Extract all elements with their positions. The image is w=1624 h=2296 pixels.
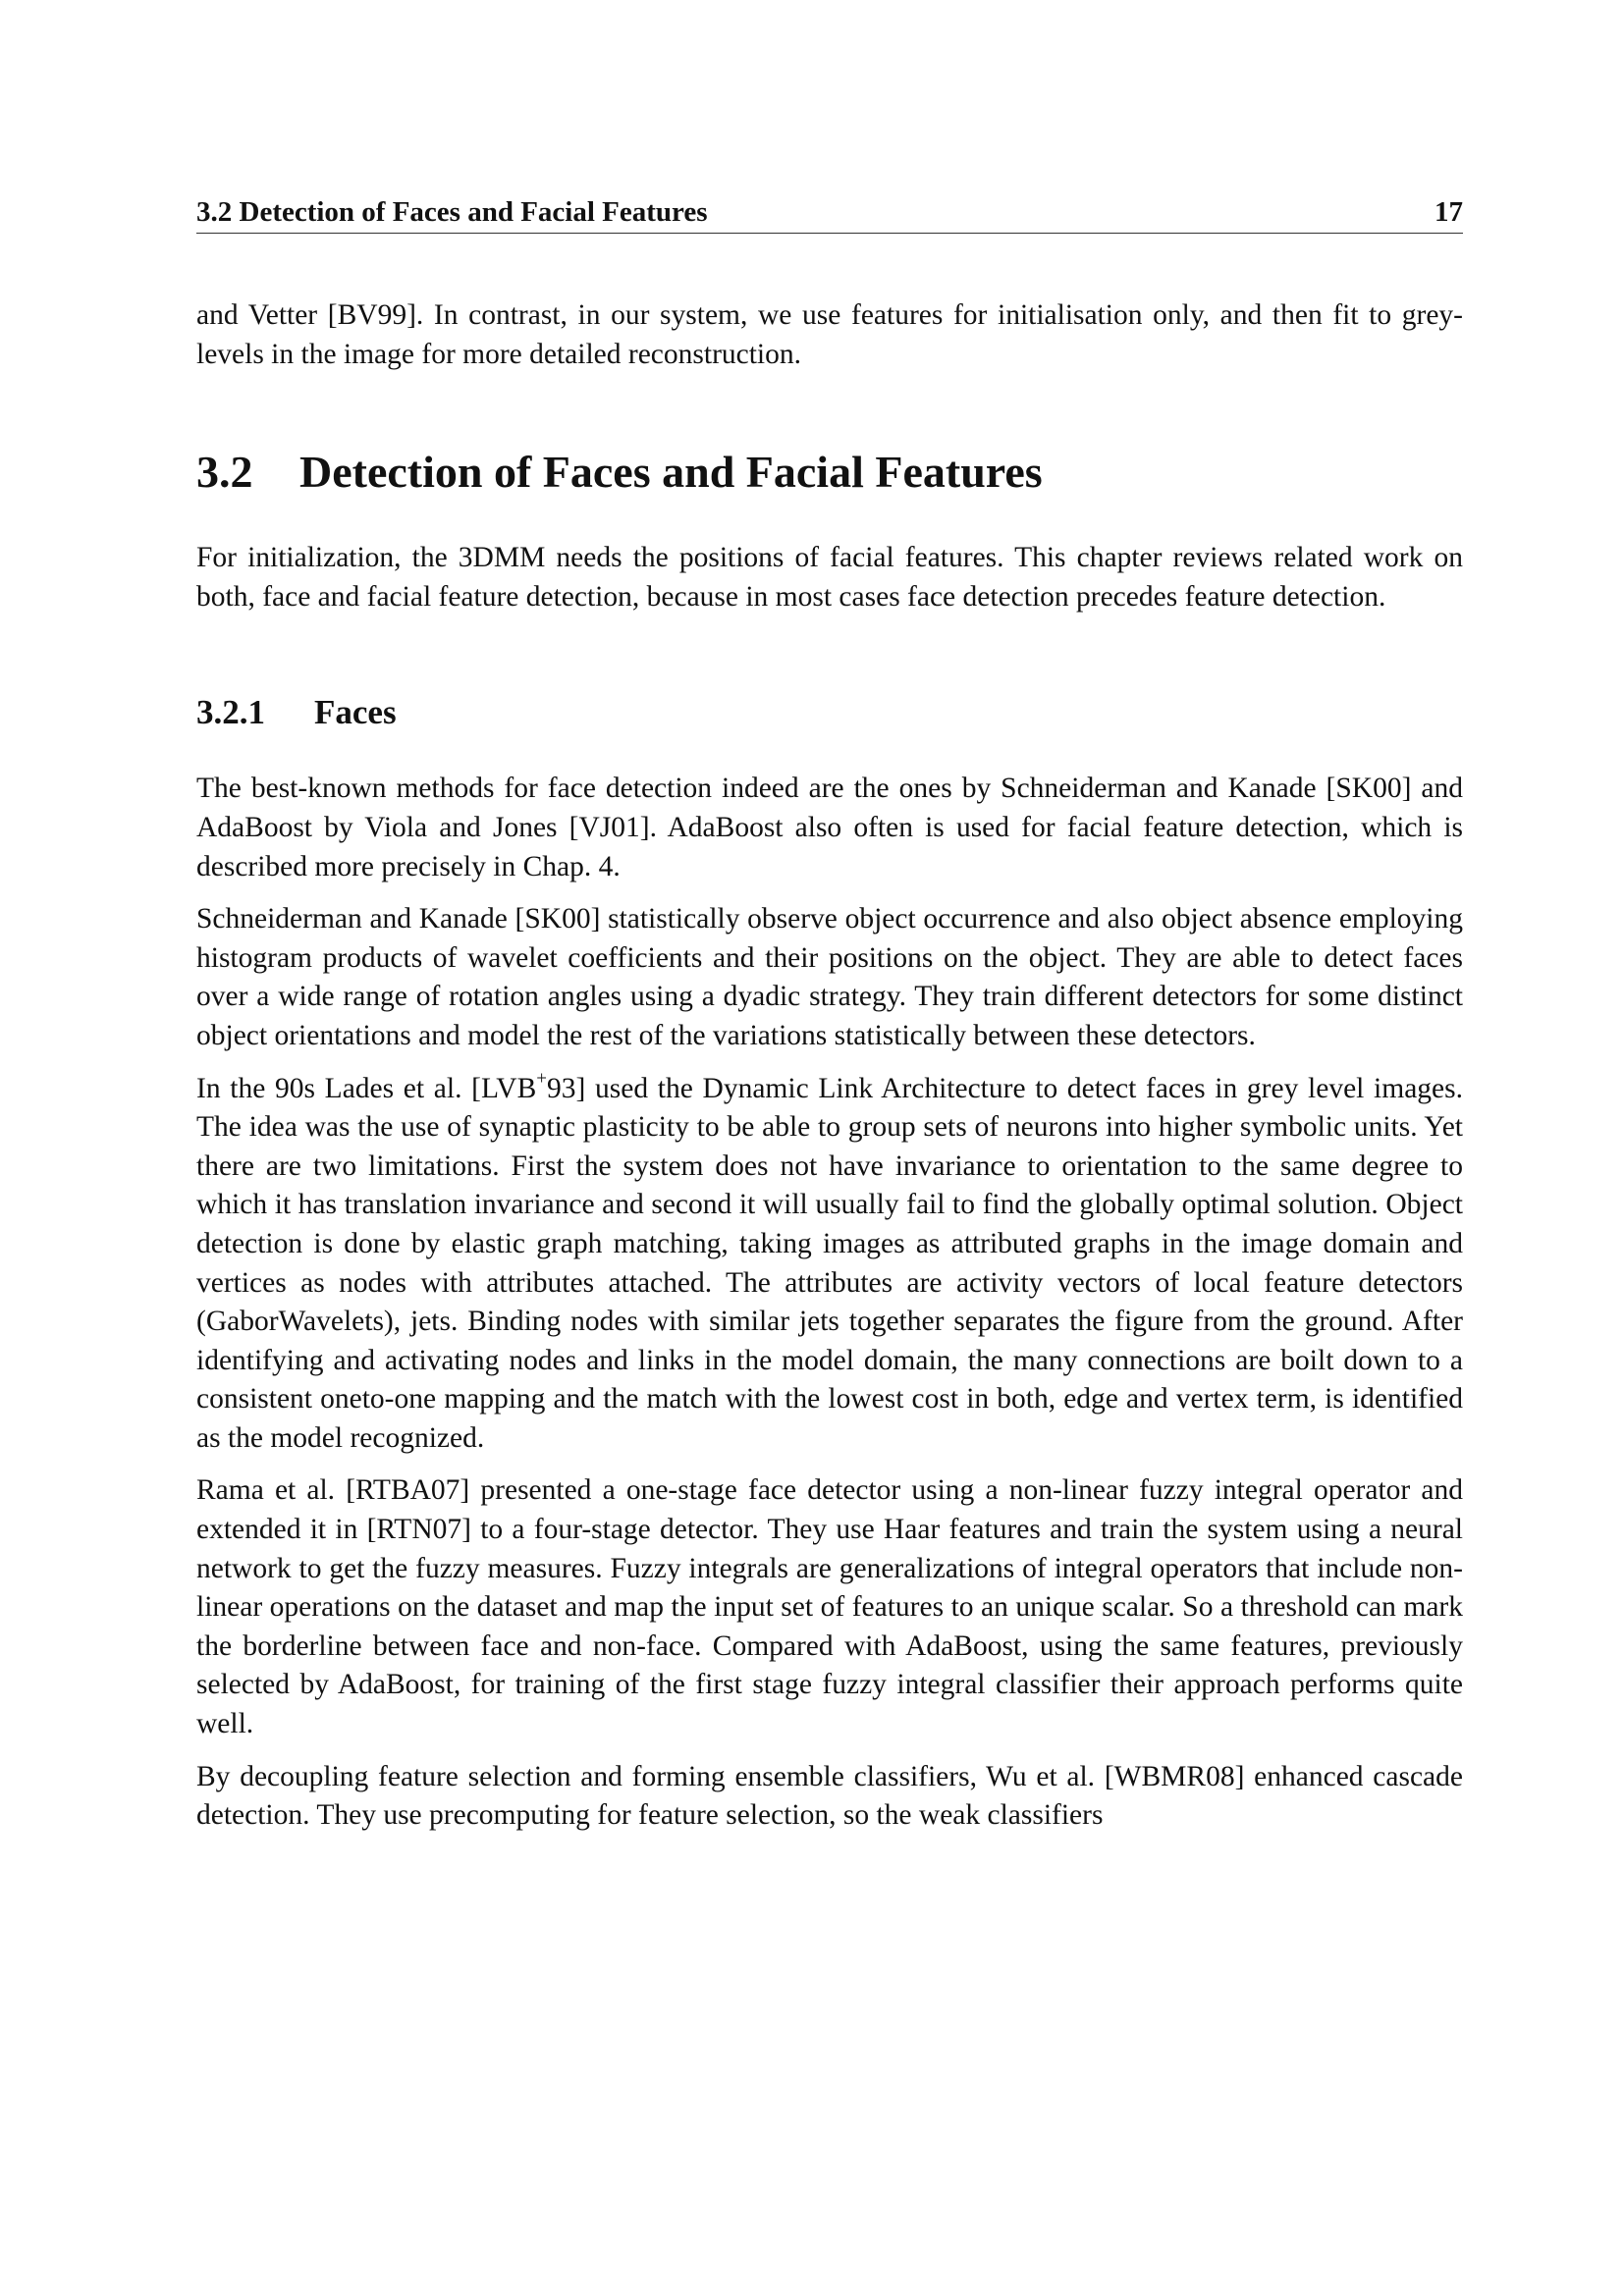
section-number: 3.2	[196, 447, 253, 498]
page-number: 17	[1435, 196, 1463, 228]
body-paragraph	[196, 1070, 1463, 1459]
body-paragraph: Rama et al. [RTBA07] presented a one-stage face detector using a non-linear fuzzy integral operator and extended it in [RTN07] to a four-stage detector. They use Haar features and train the system using a neural network to get the fuzzy measures. Fuzzy integrals are generalizations of integral operators that include non-linear operations on the dataset and map the input set of features to an unique scalar. So a threshold can mark the borderline between face and non-face. Compared with AdaBoost, using the same features, previously selected by AdaBoost, for training of the first stage fuzzy integral classifier their approach performs quite well.	[196, 1474, 1463, 1740]
subsection-title: Faces	[314, 693, 397, 732]
paragraph-text-start: In the 90s Lades et al. [LVB	[196, 1072, 537, 1104]
body-paragraph: The best-known methods for face detection indeed are the ones by Schneiderman and Kanade [SK00] and AdaBoost by Viola and Jones [VJ01]. AdaBoost also often is used for facial feature detection, which is described more precisely in Chap. 4.	[196, 773, 1463, 882]
body-paragraph: By decoupling feature selection and forming ensemble classifiers, Wu et al. [WBMR08] enhanced cascade detection. They use precomputing for feature selection, so the weak classifiers	[196, 1760, 1463, 1832]
running-header	[196, 192, 1463, 234]
page-body	[196, 296, 1463, 1849]
paragraph-text-rest: 93] used the Dynamic Link Architecture to detect faces in grey level images. The idea was the use of synaptic plasticity to be able to group sets of neurons into higher symbolic units. Yet there are two limitations. First the system does not have invariance to orientation to the same degree to which it has translation invariance and second it will usually fail to find the globally optimal solution. Object detection is done by elastic graph matching, taking images as attributed graphs in the image domain and vertices as nodes with attributes attached. The attributes are activity vectors of local feature detectors (GaborWavelets), jets. Binding nodes with similar jets together separates the figure from the ground. After identifying and activating nodes and links in the model domain, the many connections are boilt down to a consistent oneto-one mapping and the match with the lowest cost in both, edge and vertex term, is identified as the model recognized.	[196, 1072, 1463, 1454]
section-intro-paragraph: For initialization, the 3DMM needs the positions of facial features. This chapter reviews related work on both, face and facial feature detection, because in most cases face detection precedes feature detection.	[196, 542, 1463, 613]
subsection-heading	[196, 693, 1463, 732]
citation-superscript: +	[536, 1068, 547, 1090]
section-title: Detection of Faces and Facial Features	[299, 447, 1043, 498]
body-paragraph: Schneiderman and Kanade [SK00] statistically observe object occurrence and also object absence employing histogram products of wavelet coefficients and their positions on the object. They are able to detect faces over a wide range of rotation angles using a dyadic strategy. They train different detectors for some distinct object orientations and model the rest of the variations statistically between these detectors.	[196, 903, 1463, 1051]
continued-paragraph: and Vetter [BV99]. In contrast, in our system, we use features for initialisation only, and then fit to grey-levels in the image for more detailed reconstruction.	[196, 299, 1463, 370]
subsection-number: 3.2.1	[196, 693, 265, 732]
running-header-title: 3.2 Detection of Faces and Facial Features	[196, 196, 708, 228]
section-heading	[196, 447, 1463, 498]
